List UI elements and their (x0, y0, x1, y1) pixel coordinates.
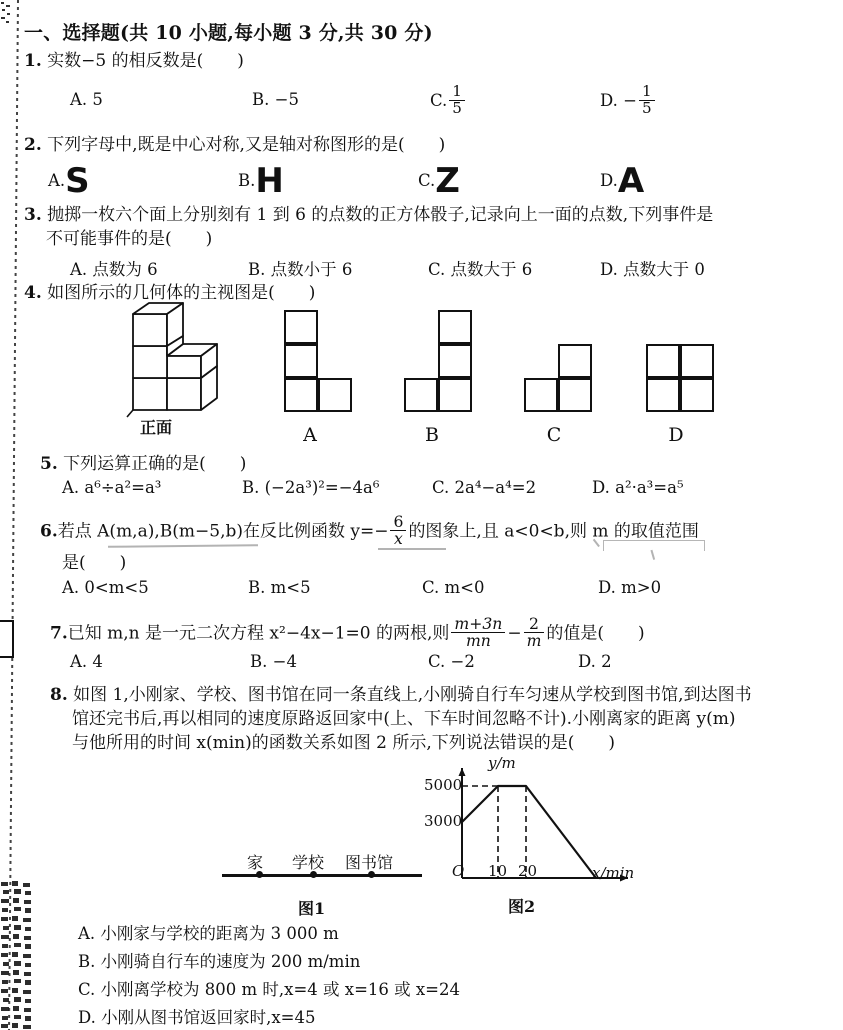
pencil-tick-mid (651, 550, 655, 560)
x-tick-10: 10 (488, 862, 508, 880)
shape-cell (438, 344, 472, 378)
question-6-number: 6. (40, 521, 58, 542)
question-7-option-b[interactable]: B. −4 (250, 652, 297, 671)
label-school: 学校 (292, 853, 325, 872)
question-8-stem-line1 (50, 684, 752, 707)
shape-cell (318, 378, 352, 412)
question-5-text: 下列运算正确的是( ) (63, 454, 247, 474)
margin-box-artifact (0, 620, 14, 658)
question-3-option-a[interactable]: A. 点数为 6 (70, 260, 158, 279)
option-c-label: C. (430, 90, 448, 110)
question-7-option-d[interactable]: D. 2 (578, 652, 612, 671)
pencil-underline-2 (378, 548, 446, 550)
shape-cell (524, 378, 558, 412)
shape-cell (558, 344, 592, 378)
question-3-text-1: 抛掷一枚六个面上分别刻有 1 到 6 的点数的正方体骰子,记录向上一面的点数,下列事件是 (47, 205, 714, 225)
y-tick-5000: 5000 (424, 776, 463, 794)
shape-cell (404, 378, 438, 412)
shape-cell (646, 378, 680, 412)
question-2-option-c[interactable] (418, 158, 460, 201)
option-d-figure-label: D (668, 424, 684, 446)
shape-cell (558, 378, 592, 412)
shape-cell (284, 310, 318, 344)
question-5-option-c[interactable]: C. 2a⁴−a⁴=2 (432, 478, 537, 497)
question-2-option-d[interactable] (600, 158, 645, 201)
x-axis-label: x/min (592, 864, 635, 882)
question-7-option-c[interactable]: C. −2 (428, 652, 475, 671)
number-line-axis (222, 874, 422, 877)
question-7-text-b: 的值是( ) (546, 623, 645, 644)
section-title: 一、选择题(共 10 小题,每小题 3 分,共 30 分) (24, 22, 433, 44)
question-3-option-d[interactable]: D. 点数大于 0 (600, 260, 705, 279)
letter-glyph-s: S (65, 161, 90, 201)
question-5-option-a[interactable]: A. a⁶÷a²=a³ (62, 478, 162, 497)
question-5-number: 5. (40, 454, 58, 474)
question-3-stem-line1 (24, 204, 713, 227)
letter-glyph-z: Z (435, 161, 460, 201)
shape-cell (680, 378, 714, 412)
fraction-two-over-m: $\frac{2}{m}$ (524, 616, 545, 650)
pencil-bracket (603, 540, 705, 551)
fraction-neg-one-fifth: $\frac{1}{5}$ (639, 84, 655, 117)
scan-noise-pattern (0, 880, 38, 1030)
question-6-option-d[interactable]: D. m>0 (598, 578, 662, 597)
option-b-shape[interactable] (404, 310, 474, 414)
question-7-number: 7. (50, 623, 68, 644)
question-1-option-c[interactable] (430, 82, 467, 118)
y-tick-3000: 3000 (424, 812, 463, 830)
question-2-option-a[interactable] (48, 158, 90, 201)
figure-1-caption: 图1 (298, 899, 326, 918)
label-home: 家 (247, 853, 264, 872)
question-6-stem-line2: 是( ) (62, 553, 127, 573)
shape-cell (284, 378, 318, 412)
question-1-option-d[interactable] (600, 82, 657, 118)
letter-glyph-h: H (255, 161, 284, 201)
shape-cell (438, 378, 472, 412)
question-6-option-a[interactable]: A. 0<m<5 (62, 578, 149, 597)
question-3-option-b[interactable]: B. 点数小于 6 (248, 260, 353, 279)
question-3-stem-line2: 不可能事件的是( ) (46, 229, 213, 249)
shape-cell (680, 344, 714, 378)
question-7-text-a: 已知 m,n 是一元二次方程 x²−4x−1=0 的两根,则 (67, 623, 450, 644)
option-c-shape[interactable] (524, 344, 594, 414)
fraction-m-plus-3n-over-mn: $\frac{m+3n}{mn}$ (451, 616, 505, 650)
option-c-figure-label: C (546, 424, 562, 446)
question-2-option-b[interactable] (238, 158, 284, 201)
question-8-stem-line3: 与他所用的时间 x(min)的函数关系如图 2 所示,下列说法错误的是( ) (72, 733, 616, 753)
option-c-label: C. (418, 171, 436, 190)
question-4-text: 如图所示的几何体的主视图是( ) (47, 283, 316, 303)
option-a-label: A. (48, 171, 66, 190)
question-6-option-c[interactable]: C. m<0 (422, 578, 485, 597)
shape-cell (646, 344, 680, 378)
fraction-one-fifth: $\frac{1}{5}$ (449, 84, 465, 117)
solid-front-label: 正面 (139, 418, 172, 437)
fraction-six-over-x: $\frac{6}{x}$ (390, 514, 406, 548)
question-3-number: 3. (24, 205, 42, 225)
option-b-figure-label: B (425, 424, 439, 446)
question-8-number: 8. (50, 685, 68, 705)
option-a-shape[interactable] (284, 310, 354, 414)
x-tick-20: 20 (518, 862, 538, 880)
question-2-stem (24, 134, 445, 157)
margin-dotted-line (8, 0, 19, 1030)
option-a-figure-label: A (303, 424, 317, 446)
figure-2-chart (424, 754, 650, 916)
question-6-text-b: 的图象上,且 a<0<b,则 m 的取值范围 (408, 521, 699, 542)
question-3-option-c[interactable]: C. 点数大于 6 (428, 260, 533, 279)
question-1-option-a[interactable]: A. 5 (70, 90, 103, 109)
label-library: 图书馆 (345, 853, 394, 872)
option-d-shape[interactable] (646, 344, 716, 414)
question-8-option-a[interactable]: A. 小刚家与学校的距离为 3 000 m (78, 924, 339, 943)
figure-2-caption: 图2 (508, 897, 536, 916)
question-5-option-b[interactable]: B. (−2a³)²=−4a⁶ (242, 478, 380, 497)
question-2-text: 下列字母中,既是中心对称,又是轴对称图形的是( ) (47, 135, 446, 155)
option-d-label: D. − (600, 90, 637, 110)
question-8-option-b[interactable]: B. 小刚骑自行车的速度为 200 m/min (78, 952, 361, 971)
question-7-stem (50, 614, 645, 651)
letter-glyph-a: A (617, 161, 645, 201)
question-1-number: 1. (24, 51, 42, 71)
question-8-option-d[interactable]: D. 小刚从图书馆返回家时,x=45 (78, 1008, 316, 1027)
shape-cell (284, 344, 318, 378)
question-8-text-1: 如图 1,小刚家、学校、图书馆在同一条直线上,小刚骑自行车匀速从学校到图书馆,到达图书 (73, 685, 752, 705)
y-axis-label: y/m (488, 754, 516, 772)
isometric-solid-figure (115, 300, 245, 420)
question-1-option-b[interactable]: B. −5 (252, 90, 299, 109)
question-6-option-b[interactable]: B. m<5 (248, 578, 311, 597)
question-2-number: 2. (24, 135, 42, 155)
question-4-number: 4. (24, 283, 42, 303)
question-1-stem (24, 50, 244, 73)
corner-noise-artifact (0, 0, 14, 26)
option-b-label: B. (238, 171, 256, 190)
shape-cell (438, 310, 472, 344)
origin-label: O (452, 862, 465, 880)
question-6-text-a: 若点 A(m,a),B(m−5,b)在反比例函数 y=− (57, 521, 389, 542)
minus-sign: − (507, 623, 522, 644)
question-8-option-c[interactable]: C. 小刚离学校为 800 m 时,x=4 或 x=16 或 x=24 (78, 980, 461, 999)
question-5-stem (40, 453, 246, 476)
question-1-text: 实数−5 的相反数是( ) (47, 51, 244, 71)
question-6-stem-line1 (40, 512, 699, 549)
option-d-label: D. (600, 171, 618, 190)
question-5-option-d[interactable]: D. a²·a³=a⁵ (592, 478, 684, 497)
question-8-stem-line2: 馆还完书后,再以相同的速度原路返回家中(上、下车时间忽略不计).小刚离家的距离 y(m) (72, 709, 736, 729)
question-7-option-a[interactable]: A. 4 (70, 652, 103, 671)
